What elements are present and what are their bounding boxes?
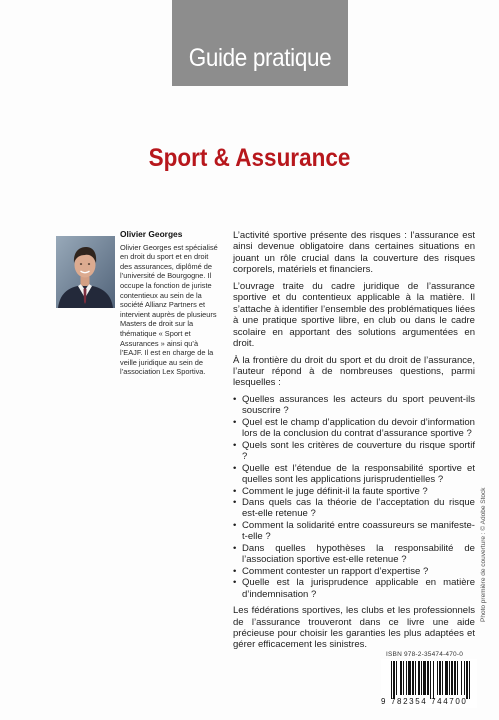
question-list <box>233 394 475 600</box>
question-item: • Quelles assurances les acteurs du sport peuvent-ils souscrire ? <box>233 394 475 417</box>
photo-credit: Photo première de couverture : © Adobe Stock <box>480 487 487 622</box>
series-label: Guide pratique <box>188 44 332 72</box>
question-item: • Dans quels cas la théorie de l’acceptation du risque est-elle retenue ? <box>233 497 475 520</box>
series-banner <box>172 0 348 86</box>
blurb-paragraph-3: À la frontière du droit du sport et du droit de l’assurance, l’auteur répond à de nombreuses questions, parmi lesquelles : <box>233 354 475 389</box>
blurb-paragraph-1: L’activité sportive présente des risques : l’assurance est ainsi devenue obligatoire dans certaines situations en jouant un rôle crucial dans la couverture des risques corporels, matériels et financiers. <box>233 230 475 276</box>
blurb-paragraph-2: L’ouvrage traite du cadre juridique de l’assurance sportive et du contentieux applicable à la matière. Il s’attache à identifier l’ensemble des problématiques liées à une pratique sportive libre, en club ou dans le cadre scolaire en apportant des solutions argumentées en droit. <box>233 280 475 350</box>
book-title: Sport & Assurance <box>148 144 351 172</box>
blurb-column <box>233 230 475 656</box>
barcode-digits: 782354 744700 <box>391 697 468 706</box>
barcode-first-digit: 9 <box>381 697 386 706</box>
question-item: • Quelle est l’étendue de la responsabilité sportive et quelles sont les applications jurisprudentielles ? <box>233 463 475 486</box>
author-portrait-icon <box>56 236 115 308</box>
question-item: • Quel est le champ d’application du devoir d’information lors de la conclusion du contrat d’assurance sportive ? <box>233 417 475 440</box>
question-item: • Dans quelles hypothèses la responsabilité de l’association sportive est-elle retenue ? <box>233 543 475 566</box>
question-item: • Comment contester un rapport d’expertise ? <box>233 566 475 577</box>
question-item: • Comment la solidarité entre coassureurs se manifeste-t-elle ? <box>233 520 475 543</box>
isbn-number: ISBN 978-2-35474-470-0 <box>386 651 464 658</box>
author-column <box>120 230 222 377</box>
question-item: • Comment le juge définit-il la faute sportive ? <box>233 486 475 497</box>
question-item: • Quels sont les critères de couverture du risque sportif ? <box>233 440 475 463</box>
author-photo <box>56 236 115 308</box>
blurb-paragraph-4: Les fédérations sportives, les clubs et les professionnels de l’assurance trouveront dans ce livre une aide précieuse pour choisir les garanties les plus adaptées et gérer efficacement les sinistres. <box>233 605 475 651</box>
author-bio: Olivier Georges est spécialisé en droit du sport et en droit des assurances, diplômé de l’université de Bourgogne. Il occupe la fonction de juriste contentieux au sein de la société Allianz Partners et intervient auprès de plusieurs Masters de droit sur la thématique « Sport et Assurances » ainsi qu’à l’EAJF. Il est en charge de la veille juridique au sein de l’association Lex Sportiva. <box>120 242 218 377</box>
author-name: Olivier Georges <box>120 229 183 239</box>
question-item: • Quelle est la jurisprudence applicable en matière d’indemnisation ? <box>233 577 475 600</box>
barcode-bars-icon <box>381 659 477 699</box>
